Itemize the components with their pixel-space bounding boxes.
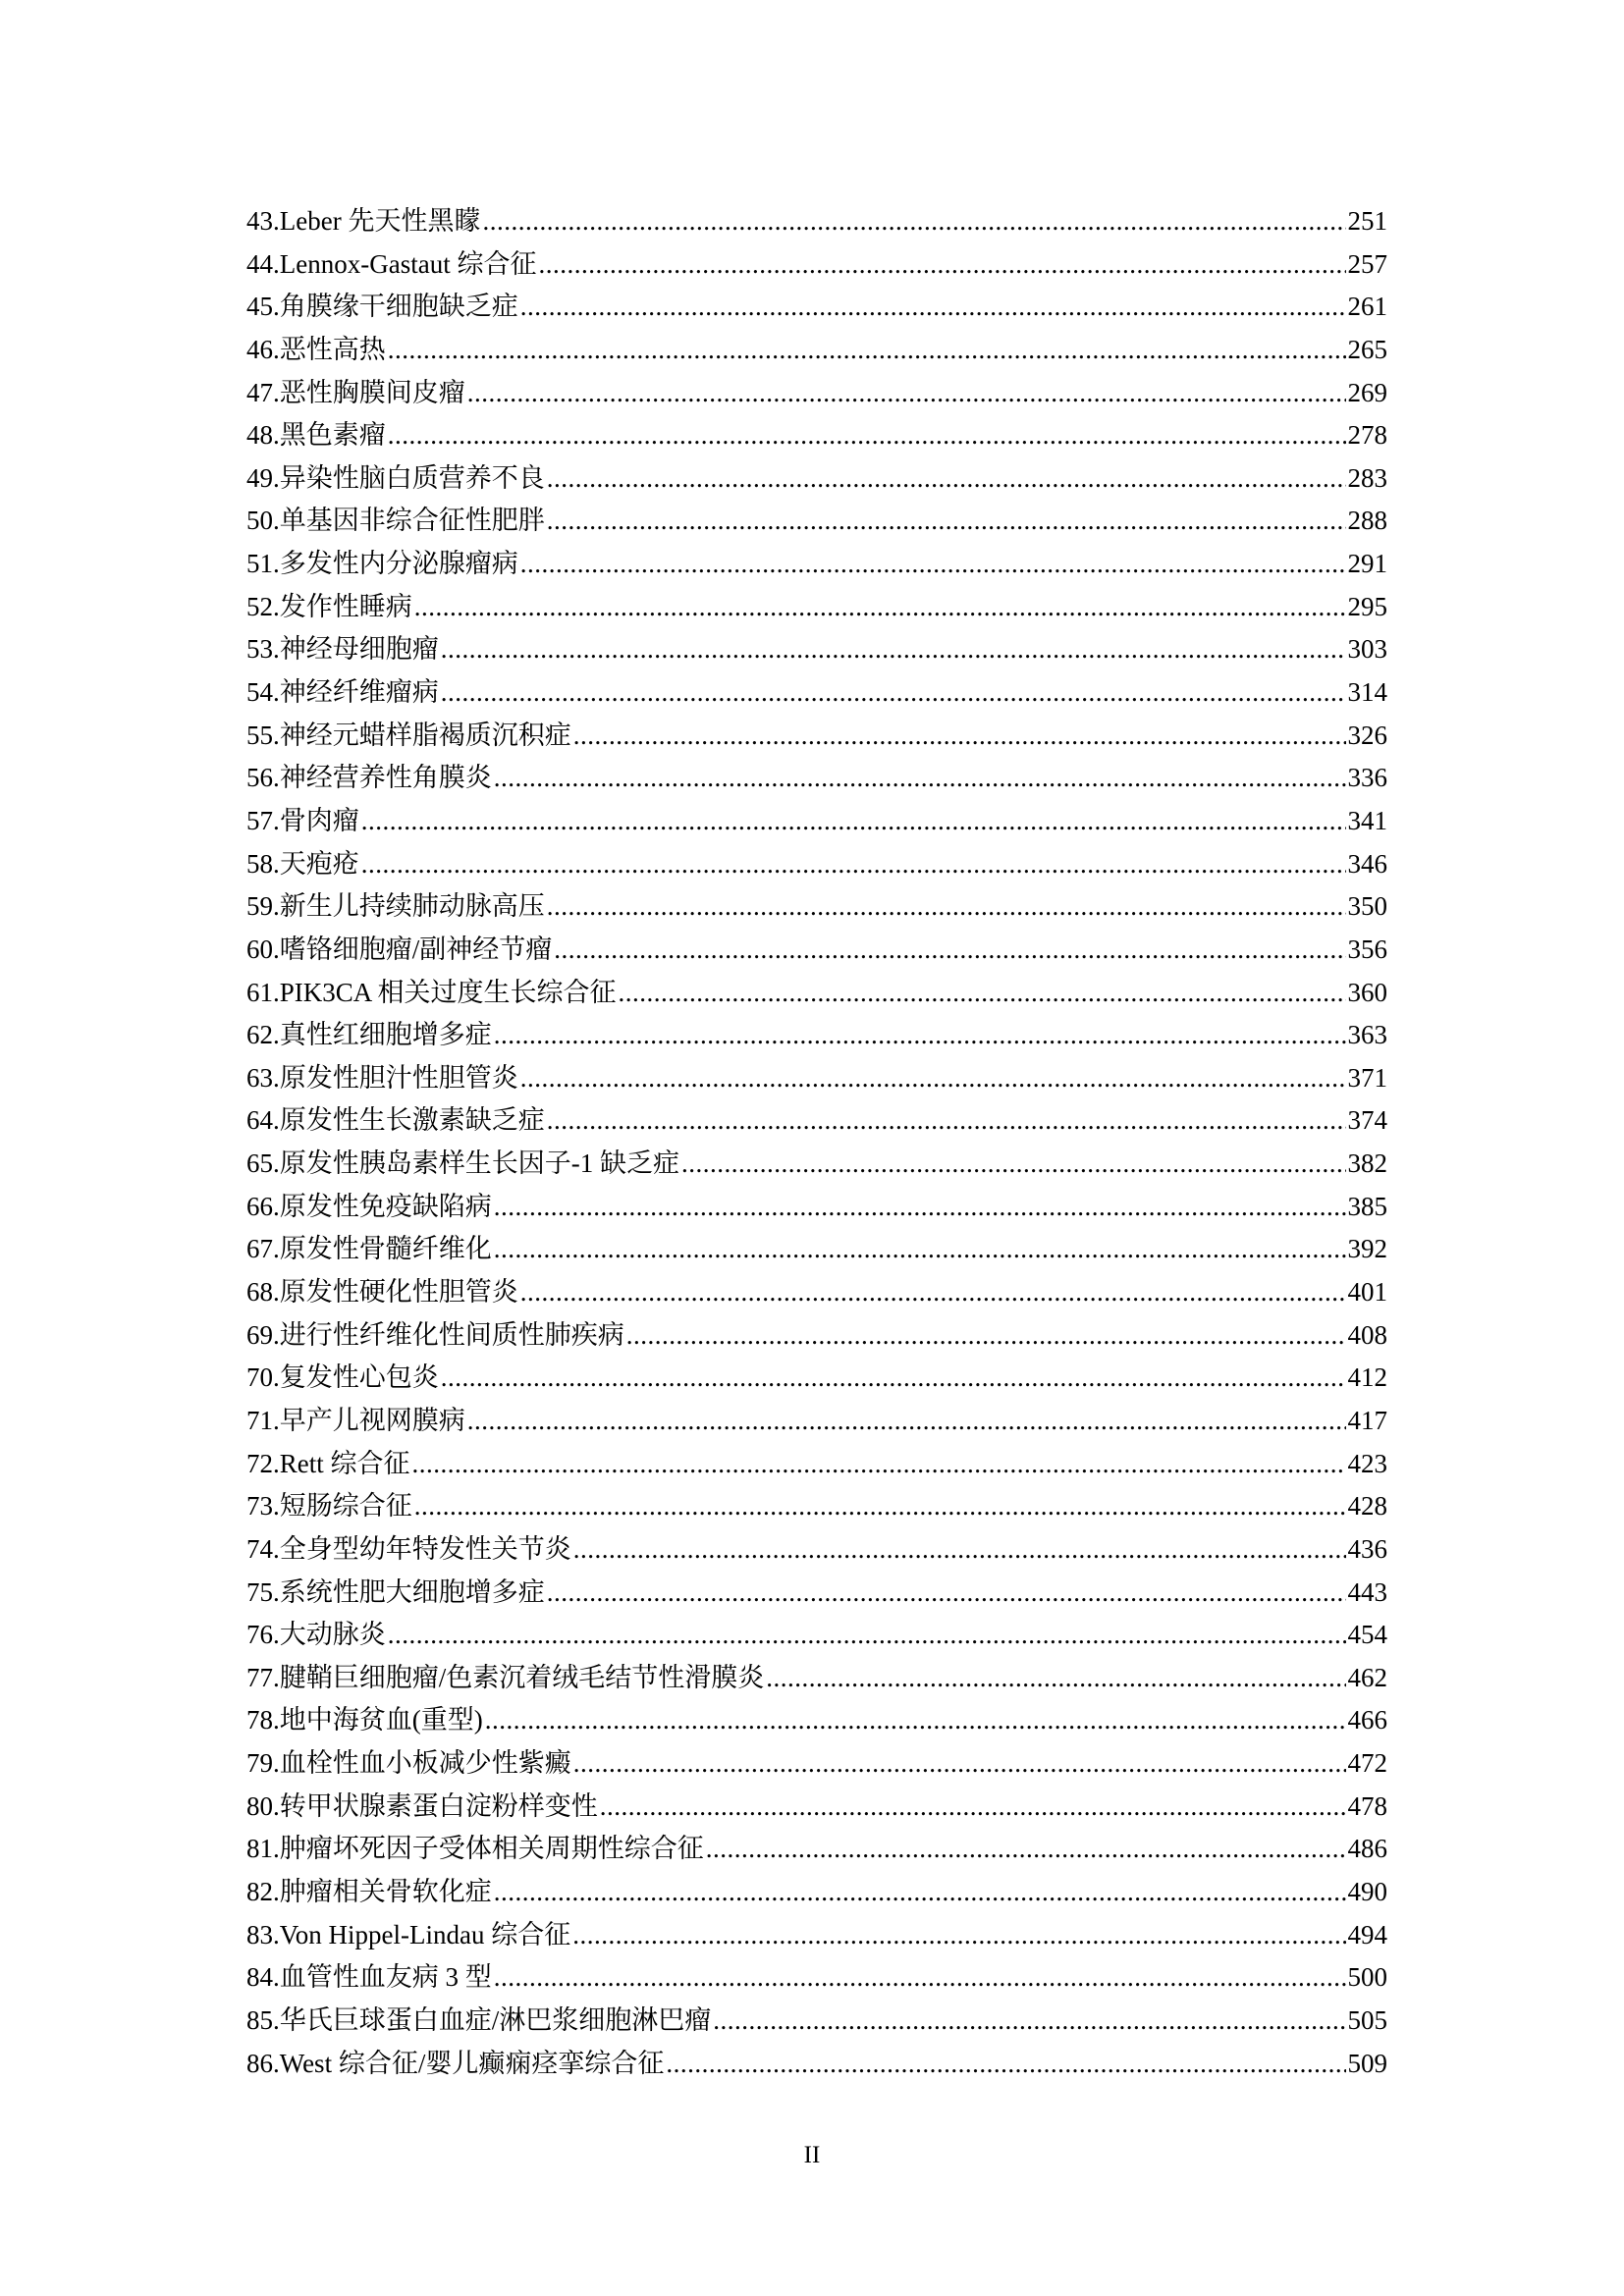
toc-entry-page: 257	[1347, 248, 1387, 279]
toc-entry[interactable]	[246, 1057, 1387, 1100]
toc-entry-title: 52.发作性睡病	[246, 591, 412, 621]
toc-entry-title: 59.新生儿持续肺动脉高压	[246, 891, 545, 922]
toc-entry[interactable]	[246, 1400, 1387, 1443]
toc-entry-title: 86.West 综合征/婴儿癫痫痉挛综合征	[246, 2048, 665, 2078]
toc-entry[interactable]	[246, 543, 1387, 586]
toc-entry[interactable]	[246, 929, 1387, 972]
toc-entry-title: 48.黑色素瘤	[246, 420, 386, 451]
toc-entry[interactable]	[246, 1786, 1387, 1829]
toc-dot-leader	[414, 586, 1346, 629]
toc-entry[interactable]	[246, 1914, 1387, 1957]
toc-entry[interactable]	[246, 1828, 1387, 1871]
toc-entry-page: 291	[1347, 549, 1387, 579]
toc-dot-leader	[441, 628, 1346, 671]
toc-entry-page: 283	[1347, 462, 1387, 493]
toc-entry-page: 326	[1347, 720, 1387, 750]
toc-entry-title: 70.复发性心包炎	[246, 1362, 439, 1393]
toc-dot-leader	[520, 543, 1346, 586]
toc-dot-leader	[467, 1400, 1346, 1443]
toc-entry-title: 84.血管性血友病 3 型	[246, 1962, 492, 1993]
toc-entry-title: 72.Rett 综合征	[246, 1448, 410, 1478]
toc-entry-title: 43.Leber 先天性黑矇	[246, 206, 481, 236]
toc-entry-page: 486	[1347, 1834, 1387, 1864]
toc-entry-page: 385	[1347, 1191, 1387, 1221]
toc-dot-leader	[414, 1485, 1346, 1528]
toc-entry-title: 47.恶性胸膜间皮瘤	[246, 377, 465, 407]
toc-dot-leader	[547, 1099, 1346, 1143]
toc-entry[interactable]	[246, 800, 1387, 843]
toc-entry[interactable]	[246, 2000, 1387, 2043]
toc-entry-page: 346	[1347, 848, 1387, 879]
toc-entry-page: 490	[1347, 1876, 1387, 1906]
toc-entry[interactable]	[246, 843, 1387, 886]
toc-entry-title: 49.异染性脑白质营养不良	[246, 462, 545, 493]
toc-entry-page: 261	[1347, 292, 1387, 322]
toc-entry-page: 478	[1347, 1790, 1387, 1821]
toc-entry-title: 78.地中海贫血(重型)	[246, 1705, 483, 1735]
toc-entry-title: 68.原发性硬化性胆管炎	[246, 1277, 518, 1308]
toc-entry[interactable]	[246, 1143, 1387, 1186]
toc-entry-page: 436	[1347, 1533, 1387, 1564]
toc-dot-leader	[494, 1871, 1346, 1914]
toc-dot-leader	[547, 500, 1346, 543]
toc-entry-page: 401	[1347, 1277, 1387, 1308]
toc-entry[interactable]	[246, 885, 1387, 929]
toc-entry-title: 76.大动脉炎	[246, 1620, 386, 1650]
toc-entry-title: 63.原发性胆汁性胆管炎	[246, 1062, 518, 1093]
toc-entry-title: 75.系统性肥大细胞增多症	[246, 1576, 545, 1607]
toc-entry-page: 278	[1347, 420, 1387, 451]
toc-entry[interactable]	[246, 1357, 1387, 1400]
toc-dot-leader	[494, 1186, 1346, 1229]
toc-dot-leader	[412, 1443, 1346, 1486]
toc-entry-title: 65.原发性胰岛素样生长因子-1 缺乏症	[246, 1148, 679, 1179]
toc-entry-page: 509	[1347, 2048, 1387, 2078]
toc-entry-title: 80.转甲状腺素蛋白淀粉样变性	[246, 1790, 598, 1821]
toc-entry-page: 341	[1347, 805, 1387, 835]
toc-entry[interactable]	[246, 1742, 1387, 1786]
toc-entry[interactable]	[246, 1228, 1387, 1271]
toc-entry-title: 55.神经元蜡样脂褐质沉积症	[246, 720, 571, 750]
toc-dot-leader	[547, 457, 1346, 501]
toc-entry[interactable]	[246, 1528, 1387, 1572]
toc-entry-page: 269	[1347, 377, 1387, 407]
toc-entry-title: 85.华氏巨球蛋白血症/淋巴浆细胞淋巴瘤	[246, 2004, 712, 2035]
toc-dot-leader	[441, 671, 1346, 715]
toc-entry[interactable]	[246, 1572, 1387, 1615]
table-of-contents	[246, 200, 1387, 2085]
toc-dot-leader	[388, 329, 1346, 372]
toc-dot-leader	[494, 1014, 1346, 1057]
toc-entry[interactable]	[246, 628, 1387, 671]
toc-dot-leader	[547, 885, 1346, 929]
toc-entry-page: 392	[1347, 1234, 1387, 1264]
toc-entry-page: 303	[1347, 634, 1387, 665]
toc-entry-page: 356	[1347, 934, 1387, 964]
toc-dot-leader	[547, 1572, 1346, 1615]
toc-entry-page: 428	[1347, 1491, 1387, 1522]
toc-dot-leader	[766, 1657, 1345, 1700]
toc-entry-title: 82.肿瘤相关骨软化症	[246, 1876, 492, 1906]
toc-entry[interactable]	[246, 200, 1387, 243]
toc-entry-page: 423	[1347, 1448, 1387, 1478]
toc-entry-title: 64.原发性生长激素缺乏症	[246, 1105, 545, 1136]
toc-entry-page: 251	[1347, 206, 1387, 236]
toc-entry-page: 350	[1347, 891, 1387, 922]
toc-entry-page: 374	[1347, 1105, 1387, 1136]
toc-entry[interactable]	[246, 715, 1387, 758]
toc-entry-title: 58.天疱疮	[246, 848, 359, 879]
toc-dot-leader	[573, 715, 1346, 758]
toc-dot-leader	[538, 243, 1345, 287]
toc-dot-leader	[485, 1699, 1346, 1742]
toc-dot-leader	[482, 200, 1345, 243]
toc-entry-page: 500	[1347, 1962, 1387, 1993]
toc-entry-page: 382	[1347, 1148, 1387, 1179]
toc-entry[interactable]	[246, 1314, 1387, 1358]
toc-entry-title: 45.角膜缘干细胞缺乏症	[246, 292, 518, 322]
toc-entry-title: 79.血栓性血小板减少性紫癜	[246, 1748, 571, 1779]
toc-entry[interactable]	[246, 757, 1387, 800]
toc-entry-title: 69.进行性纤维化性间质性肺疾病	[246, 1319, 624, 1350]
toc-dot-leader	[666, 2043, 1345, 2086]
toc-entry[interactable]	[246, 671, 1387, 715]
toc-entry-title: 73.短肠综合征	[246, 1491, 412, 1522]
toc-dot-leader	[361, 800, 1346, 843]
toc-dot-leader	[554, 929, 1345, 972]
toc-entry-page: 454	[1347, 1620, 1387, 1650]
toc-dot-leader	[494, 757, 1346, 800]
toc-entry-page: 443	[1347, 1576, 1387, 1607]
toc-dot-leader	[467, 372, 1346, 415]
toc-dot-leader	[388, 1614, 1346, 1657]
toc-dot-leader	[619, 972, 1346, 1015]
toc-entry-page: 295	[1347, 591, 1387, 621]
toc-entry-title: 74.全身型幼年特发性关节炎	[246, 1533, 571, 1564]
toc-entry[interactable]	[246, 414, 1387, 457]
toc-dot-leader	[713, 2000, 1345, 2043]
toc-entry-title: 54.神经纤维瘤病	[246, 677, 439, 708]
toc-entry-page: 314	[1347, 677, 1387, 708]
toc-entry-page: 472	[1347, 1748, 1387, 1779]
toc-entry[interactable]	[246, 286, 1387, 329]
toc-entry-page: 265	[1347, 334, 1387, 364]
toc-entry-title: 57.骨肉瘤	[246, 805, 359, 835]
toc-entry[interactable]	[246, 2043, 1387, 2086]
toc-entry-title: 67.原发性骨髓纤维化	[246, 1234, 492, 1264]
toc-entry-title: 53.神经母细胞瘤	[246, 634, 439, 665]
toc-dot-leader	[600, 1786, 1346, 1829]
toc-entry-page: 360	[1347, 977, 1387, 1007]
toc-entry[interactable]	[246, 1699, 1387, 1742]
toc-entry-page: 408	[1347, 1319, 1387, 1350]
toc-entry-title: 60.嗜铬细胞瘤/副神经节瘤	[246, 934, 553, 964]
toc-entry-page: 462	[1347, 1662, 1387, 1692]
toc-dot-leader	[626, 1314, 1346, 1358]
toc-entry-page: 412	[1347, 1362, 1387, 1393]
toc-dot-leader	[520, 1271, 1346, 1314]
toc-entry-title: 77.腱鞘巨细胞瘤/色素沉着绒毛结节性滑膜炎	[246, 1662, 765, 1692]
toc-entry-page: 363	[1347, 1020, 1387, 1050]
toc-entry-title: 51.多发性内分泌腺瘤病	[246, 549, 518, 579]
toc-entry-page: 288	[1347, 506, 1387, 536]
toc-entry[interactable]	[246, 243, 1387, 287]
toc-entry[interactable]	[246, 1443, 1387, 1486]
toc-entry-title: 44.Lennox-Gastaut 综合征	[246, 248, 537, 279]
page-number: II	[803, 2142, 821, 2168]
toc-entry-page: 417	[1347, 1405, 1387, 1435]
toc-entry-title: 61.PIK3CA 相关过度生长综合征	[246, 977, 617, 1007]
toc-entry[interactable]	[246, 329, 1387, 372]
toc-dot-leader	[388, 414, 1346, 457]
toc-dot-leader	[494, 1956, 1346, 2000]
toc-entry[interactable]	[246, 457, 1387, 501]
toc-entry[interactable]	[246, 1871, 1387, 1914]
toc-entry-page: 494	[1347, 1919, 1387, 1949]
toc-entry-page: 505	[1347, 2004, 1387, 2035]
toc-entry[interactable]	[246, 1956, 1387, 2000]
toc-dot-leader	[520, 286, 1346, 329]
toc-entry-page: 371	[1347, 1062, 1387, 1093]
toc-entry-page: 466	[1347, 1705, 1387, 1735]
toc-entry[interactable]	[246, 586, 1387, 629]
toc-entry-title: 81.肿瘤坏死因子受体相关周期性综合征	[246, 1834, 704, 1864]
toc-entry[interactable]	[246, 1271, 1387, 1314]
toc-entry-title: 83.Von Hippel-Lindau 综合征	[246, 1919, 571, 1949]
toc-entry-title: 71.早产儿视网膜病	[246, 1405, 465, 1435]
toc-entry[interactable]	[246, 972, 1387, 1015]
toc-dot-leader	[520, 1057, 1346, 1100]
toc-entry[interactable]	[246, 1099, 1387, 1143]
toc-dot-leader	[494, 1228, 1346, 1271]
toc-dot-leader	[573, 1528, 1346, 1572]
toc-entry[interactable]	[246, 1614, 1387, 1657]
toc-dot-leader	[681, 1143, 1346, 1186]
toc-entry[interactable]	[246, 500, 1387, 543]
toc-entry-title: 66.原发性免疫缺陷病	[246, 1191, 492, 1221]
toc-entry-title: 46.恶性高热	[246, 334, 386, 364]
toc-entry[interactable]	[246, 1485, 1387, 1528]
toc-entry[interactable]	[246, 1186, 1387, 1229]
toc-entry-title: 62.真性红细胞增多症	[246, 1020, 492, 1050]
toc-entry[interactable]	[246, 1657, 1387, 1700]
toc-entry-page: 336	[1347, 763, 1387, 793]
toc-dot-leader	[361, 843, 1346, 886]
toc-dot-leader	[706, 1828, 1346, 1871]
toc-entry[interactable]	[246, 1014, 1387, 1057]
toc-dot-leader	[441, 1357, 1346, 1400]
toc-dot-leader	[573, 1742, 1346, 1786]
toc-dot-leader	[572, 1914, 1345, 1957]
toc-entry[interactable]	[246, 372, 1387, 415]
toc-entry-title: 56.神经营养性角膜炎	[246, 763, 492, 793]
toc-entry-title: 50.单基因非综合征性肥胖	[246, 506, 545, 536]
